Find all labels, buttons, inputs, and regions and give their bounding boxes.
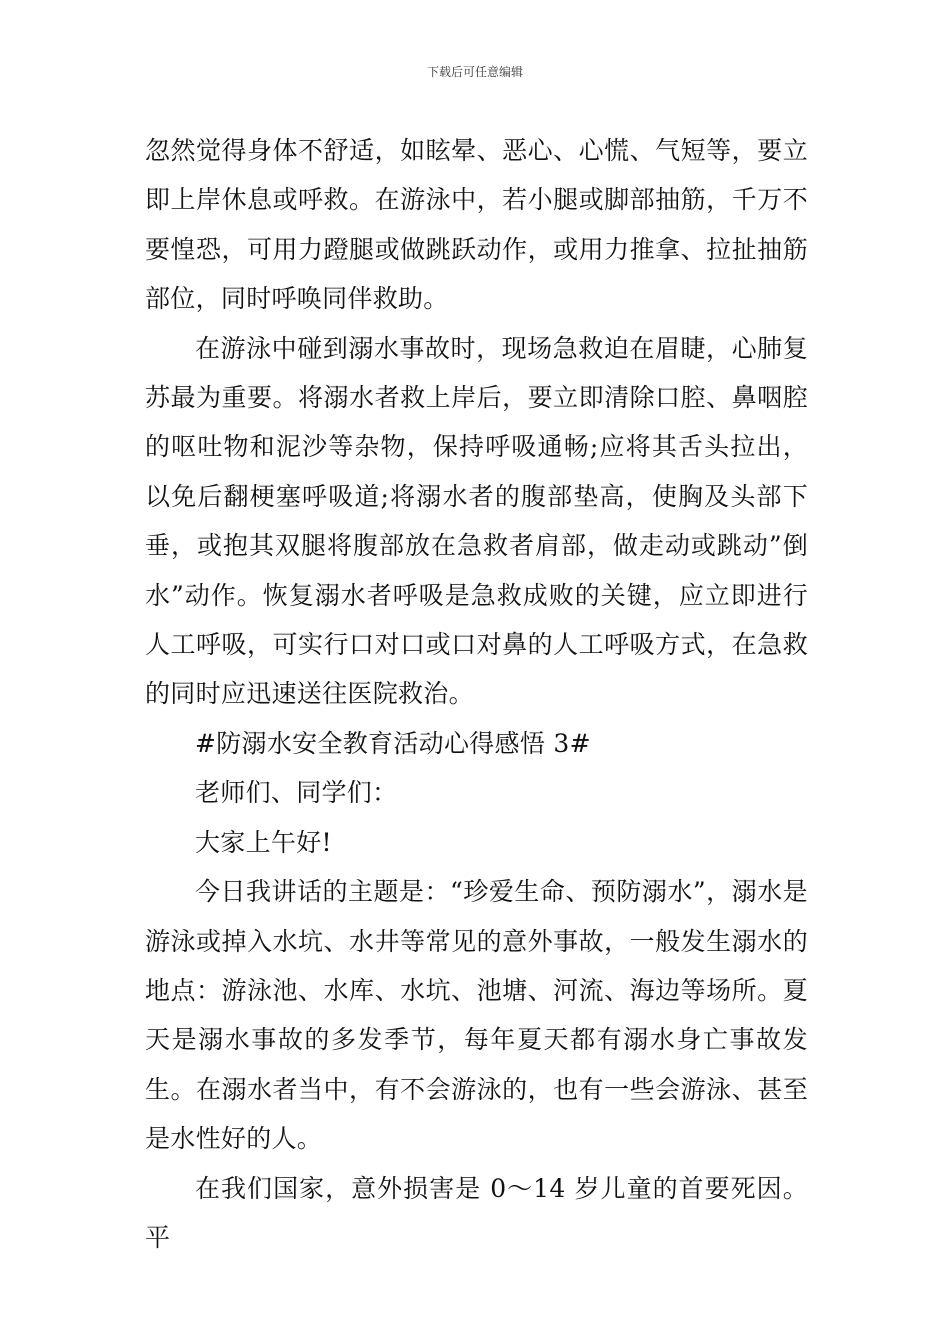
document-body: [145, 126, 808, 1262]
paragraph-3: 今日我讲话的主题是：“珍爱生命、预防溺水”，溺水是游泳或掉入水坑、水井等常见的意外事故，一般发生溺水的地点：游泳池、水库、水坑、池塘、河流、海边等场所。夏天是溺水事故的多发季节，每年夏天都有溺水身亡事故发生。在溺水者当中，有不会游泳的，也有一些会游泳、甚至是水性好的人。: [145, 877, 808, 1154]
greeting: 大家上午好!: [195, 827, 332, 857]
page-header: 下载后可任意编辑: [426, 65, 523, 79]
paragraph-1: 忽然觉得身体不舒适，如眩晕、恶心、心慌、气短等，要立即上岸休息或呼救。在游泳中，若小腿或脚部抽筋，千万不要惶恐，可用力蹬腿或做跳跃动作，或用力推拿、拉扯抽筋部位，同时呼唤同伴救助。: [145, 136, 808, 314]
paragraph-2: 在游泳中碰到溺水事故时，现场急救迫在眉睫，心肺复苏最为重要。将溺水者救上岸后，要立即清除口腔、鼻咽腔的呕吐物和泥沙等杂物，保持呼吸通畅;应将其舌头拉出，以免后翻梗塞呼吸道;将溺水者的腹部垫高，使胸及头部下垂，或抱其双腿将腹部放在急救者肩部，做走动或跳动”倒水”动作。恢复溺水者呼吸是急救成败的关键，应立即进行人工呼吸，可实行口对口或口对鼻的人工呼吸方式，在急救的同时应迅速送往医院救治。: [145, 333, 808, 709]
salutation: 老师们、同学们：: [195, 778, 398, 808]
section-heading: #防溺水安全教育活动心得感悟 3#: [195, 728, 591, 758]
paragraph-4: 在我们国家，意外损害是 0～14 岁儿童的首要死因。平: [145, 1173, 808, 1252]
